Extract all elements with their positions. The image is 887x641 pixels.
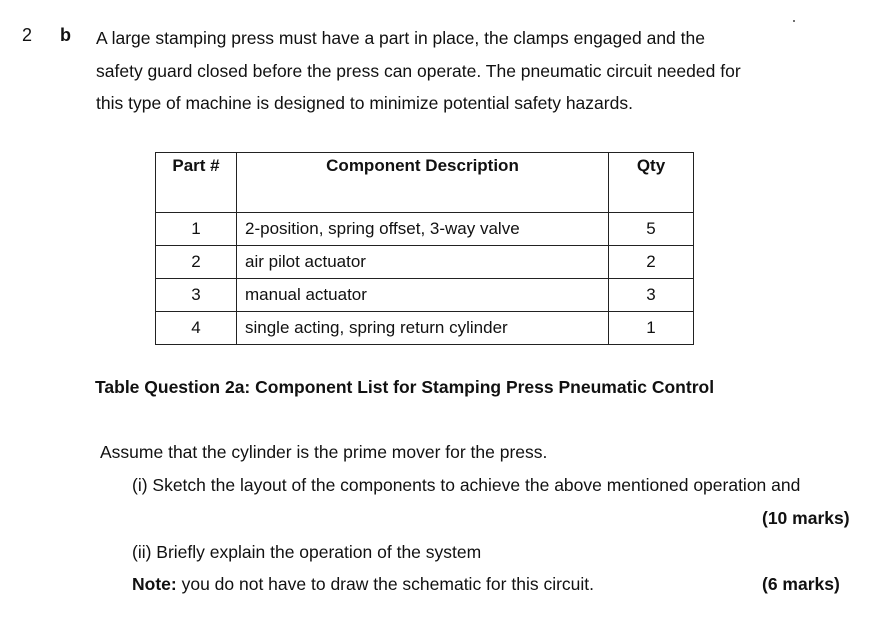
cell-description: air pilot actuator bbox=[237, 246, 609, 279]
question-part-label: b bbox=[60, 25, 71, 45]
cell-part: 3 bbox=[156, 279, 237, 312]
task-item-2: (ii) Briefly explain the operation of the system bbox=[132, 542, 482, 562]
assumption-text: Assume that the cylinder is the prime mover for the press. bbox=[100, 442, 548, 462]
marks-item-1: (10 marks) bbox=[762, 508, 850, 528]
table-row bbox=[156, 246, 694, 279]
table-header-row bbox=[156, 153, 694, 213]
table-caption: Table Question 2a: Component List for Stamping Press Pneumatic Control bbox=[95, 377, 715, 397]
cell-qty: 1 bbox=[609, 312, 694, 345]
table-row bbox=[156, 279, 694, 312]
cell-description: single acting, spring return cylinder bbox=[237, 312, 609, 345]
table-row bbox=[156, 312, 694, 345]
header-description: Component Description bbox=[237, 153, 609, 213]
cell-part: 4 bbox=[156, 312, 237, 345]
cell-description: manual actuator bbox=[237, 279, 609, 312]
cell-qty: 2 bbox=[609, 246, 694, 279]
intro-line-2: safety guard closed before the press can operate. The pneumatic circuit needed for bbox=[96, 60, 741, 81]
note-text bbox=[132, 574, 594, 595]
component-table bbox=[155, 152, 694, 345]
intro-line-1: A large stamping press must have a part in place, the clamps engaged and the bbox=[96, 28, 705, 48]
cell-part: 1 bbox=[156, 213, 237, 246]
question-number: 2 bbox=[22, 25, 33, 45]
header-qty: Qty bbox=[609, 153, 694, 213]
question-intro bbox=[96, 22, 816, 120]
header-part-number: Part # bbox=[156, 153, 237, 213]
cell-description: 2-position, spring offset, 3-way valve bbox=[237, 213, 609, 246]
intro-line-3: this type of machine is designed to minimize potential safety hazards. bbox=[96, 93, 633, 113]
task-item-1: (i) Sketch the layout of the components to achieve the above mentioned operation and bbox=[132, 475, 801, 495]
cell-qty: 3 bbox=[609, 279, 694, 312]
note-body: you do not have to draw the schematic for this circuit. bbox=[176, 574, 595, 594]
note-label: Note: bbox=[132, 574, 177, 594]
marks-item-2: (6 marks) bbox=[762, 574, 840, 594]
table-row bbox=[156, 213, 694, 246]
cell-part: 2 bbox=[156, 246, 237, 279]
cell-qty: 5 bbox=[609, 213, 694, 246]
